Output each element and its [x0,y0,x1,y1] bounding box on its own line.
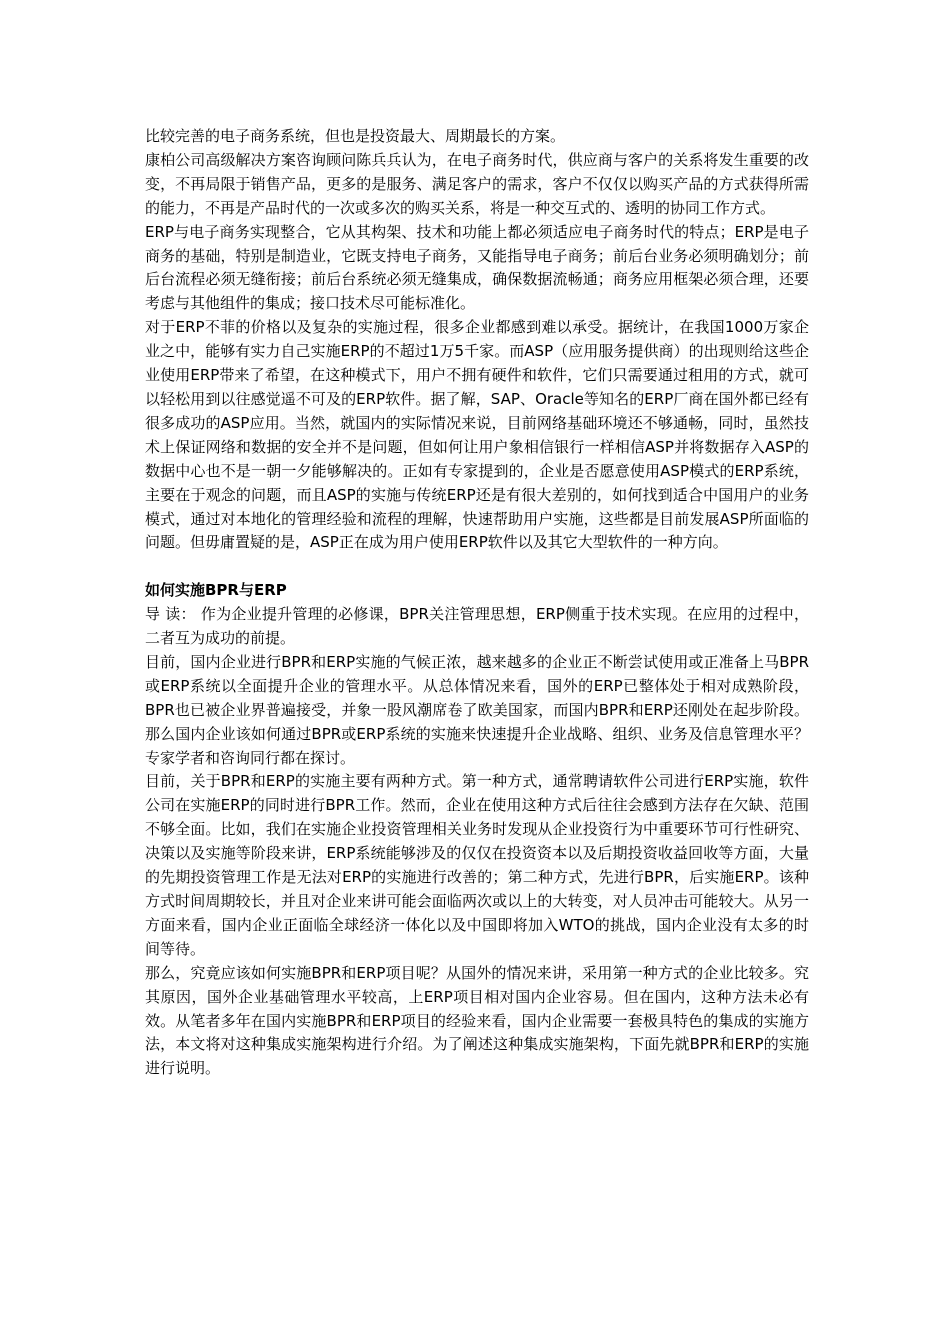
paragraph-compaq-consultant: 康柏公司高级解决方案咨询顾问陈兵兵认为，在电子商务时代，供应商与客户的关系将发生重要的改变，不再局限于销售产品，更多的是服务、满足客户的需求，客户不仅仅以购买产品的方式获得所需的能力，不再是产品时代的一次或多次的购买关系，将是一种交互式的、透明的协同工作方式。 [145,150,809,217]
paragraph-erp-ecommerce-integration: ERP与电子商务实现整合，它从其构架、技术和功能上都必须适应电子商务时代的特点；ERP是电子商务的基础，特别是制造业，它既支持电子商务，又能指导电子商务；前后台业务必须明确划分；前后台流程必须无缝衔接；前后台系统必须无缝集成，确保数据流畅通；商务应用框架必须合理，还要考虑与其他组件的集成；接口技术尽可能标准化。 [145,222,809,313]
paragraph-two-approaches: 目前，关于BPR和ERP的实施主要有两种方式。第一种方式，通常聘请软件公司进行ERP实施，软件公司在实施ERP的同时进行BPR工作。然而，企业在使用这种方式后往往会感到方法存在欠缺、范围不够全面。比如，我们在实施企业投资管理相关业务时发现从企业投资行为中重要环节可行性研究、决策以及实施等阶段来讲，ERP系统能够涉及的仅仅在投资资本以及后期投资收益回收等方面，大量的先期投资管理工作是无法对ERP的实施进行改善的；第二种方式，先进行BPR，后实施ERP。该种方式时间周期较长，并且对企业来讲可能会面临两次或以上的大转变，对人员冲击可能较大。从另一方面来看，国内企业正面临全球经济一体化以及中国即将加入WTO的挑战，国内企业没有太多的时间等待。 [145,772,809,958]
document-page [145,125,809,1081]
paragraph-lead: 导 读： 作为企业提升管理的必修课，BPR关注管理思想，ERP侧重于技术实现。在应用的过程中，二者互为成功的前提。 [145,605,809,648]
paragraph-current-situation: 目前，国内企业进行BPR和ERP实施的气候正浓，越来越多的企业正不断尝试使用或正准备上马BPR或ERP系统以全面提升企业的管理水平。从总体情况来看，国外的ERP已整体处于相对成熟阶段，BPR也已被企业界普遍接受，并象一股风潮席卷了欧美国家，而国内BPR和ERP还刚处在起步阶段。那么国内企业该如何通过BPR或ERP系统的实施来快速提升企业战略、组织、业务及信息管理水平？ 专家学者和咨询同行都在探讨。 [145,652,809,767]
paragraph-how-to-implement: 那么，究竟应该如何实施BPR和ERP项目呢？从国外的情况来讲，采用第一种方式的企业比较多。究其原因，国外企业基础管理水平较高，上ERP项目相对国内企业容易。但在国内，这种方法未必有效。从笔者多年在国内实施BPR和ERP项目的经验来看，国内企业需要一套极具特色的集成的实施方法，本文将对这种集成实施架构进行介绍。为了阐述这种集成实施架构，下面先就BPR和ERP的实施进行说明。 [145,963,809,1078]
section-heading: 如何实施BPR与ERP [145,581,287,600]
paragraph-asp-model: 对于ERP不菲的价格以及复杂的实施过程，很多企业都感到难以承受。据统计，在我国1000万家企业之中，能够有实力自己实施ERP的不超过1万5千家。而ASP（应用服务提供商）的出现则给这些企业使用ERP带来了希望，在这种模式下，用户不拥有硬件和软件，它们只需要通过租用的方式，就可以轻松用到以往感觉遥不可及的ERP软件。据了解，SAP、Oracle等知名的ERP厂商在国外都已经有很多成功的ASP应用。当然，就国内的实际情况来说，目前网络基础环境还不够通畅，同时，虽然技术上保证网络和数据的安全并不是问题，但如何让用户象相信银行一样相信ASP并将数据存入ASP的数据中心也不是一朝一夕能够解决的。正如有专家提到的，企业是否愿意使用ASP模式的ERP系统，主要在于观念的问题，而且ASP的实施与传统ERP还是有很大差别的，如何找到适合中国用户的业务模式，通过对本地化的管理经验和流程的理解，快速帮助用户实施，这些都是目前发展ASP所面临的问题。但毋庸置疑的是，ASP正在成为用户使用ERP软件以及其它大型软件的一种方向。 [145,318,809,552]
paragraph-intro-continuation: 比较完善的电子商务系统，但也是投资最大、周期最长的方案。 [145,127,566,145]
section-spacer [145,555,809,579]
